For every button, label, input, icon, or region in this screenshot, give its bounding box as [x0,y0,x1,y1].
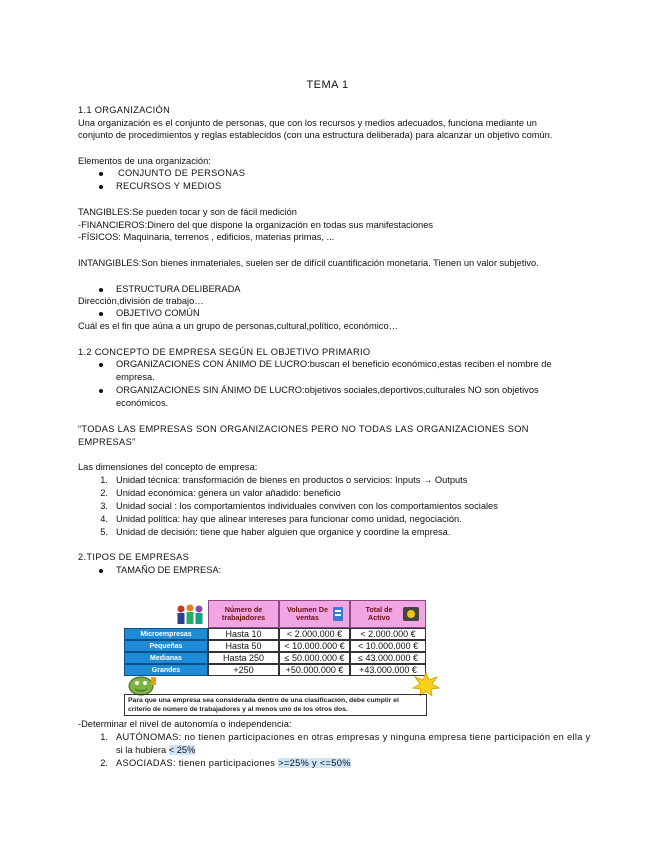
bullet-icon [99,288,103,292]
list-item-continuation: empresa. [116,372,155,382]
list-number: 5. [100,527,108,537]
list-item: ORGANIZACIONES SIN ÁNIMO DE LUCRO:objetivos sociales,deportivos,culturales NO son objetivos [116,385,539,395]
list-item: RECURSOS Y MEDIOS [116,181,222,191]
list-item: CONJUNTO DE PERSONAS [118,168,246,178]
list-item [116,757,351,769]
list-item: Unidad social : los comportamientos individuales conviven con los comportamientos sociales [116,501,498,511]
row-label-medium: Medianas [124,652,208,664]
bullet-icon [99,389,103,393]
list-number: 2. [100,488,108,498]
list-item: ESTRUCTURA DELIBERADA [116,284,241,294]
bullet-icon [99,172,103,176]
row-label-small: Pequeñas [124,640,208,652]
paragraph-line: Una organización es el conjunto de personas, que con los recursos y medios adecuados, funciona mediante un [78,118,537,128]
star-burst-icon [412,672,440,696]
safe-icon [402,605,420,623]
table-cell: Hasta 50 [208,640,279,652]
table-cell: ≤ 50.000.000 € [279,652,350,664]
list-item: AUTÓNOMAS: no tienen participaciones en otras empresas y ninguna empresa tiene participación en ella y [116,732,591,742]
quote-line: “TODAS LAS EMPRESAS SON ORGANIZACIONES PERO NO TODAS LAS ORGANIZACIONES SON [78,424,529,434]
intangibles-line: INTANGIBLES:Son bienes inmateriales, suelen ser de difícil cuantificación monetaria. Tienen un valor subjetivo. [78,258,539,268]
list-item-continuation [116,744,195,756]
list-number: 3. [100,501,108,511]
tangibles-line: TANGIBLES:Se pueden tocar y son de fácil medición [78,207,297,217]
header-sales [279,600,350,628]
row-label-micro: Microempresas [124,628,208,640]
page-title: TEMA 1 [306,79,349,91]
table-cell: +250 [208,664,279,676]
header-assets [350,600,426,628]
list-item: Unidad económica: genera un valor añadido: beneficio [116,488,341,498]
list-number: 4. [100,514,108,524]
bullet-icon [99,312,103,316]
autonomy-title: -Determinar el nivel de autonomía o independencia: [78,719,292,729]
fisicos-line: -FÍSICOS: Maquinaria, terrenos , edificios, materias primas, ... [78,232,335,242]
list-item: ORGANIZACIONES CON ÁNIMO DE LUCRO:buscan el beneficio económico,estas reciben el nombre de [116,359,552,369]
sales-icon [331,605,345,623]
list-item: OBJETIVO COMÚN [116,308,200,318]
table-cell: < 2.000.000 € [350,628,426,640]
table-cell: Hasta 250 [208,652,279,664]
table-cell: +50.000.000 € [279,664,350,676]
text-run: si la hubiera [116,745,167,755]
header-sales-label: Volumen De ventas [286,604,328,622]
list-item-continuation: económicos. [116,398,169,408]
header-workers: Número de trabajadores [208,600,279,628]
table-cell: < 2.000.000 € [279,628,350,640]
people-icon [174,603,206,627]
table-cell: ≤ 43.000.000 € [350,652,426,664]
section-heading-1-2: 1.2 CONCEPTO DE EMPRESA SEGÚN EL OBJETIVO PRIMARIO [78,347,371,357]
list-number: 1. [100,732,108,742]
list-item: TAMAÑO DE EMPRESA: [116,565,222,575]
paragraph-line: Dirección,división de trabajo… [78,296,204,306]
bullet-icon [99,569,103,573]
header-assets-label: Total de Activo [365,604,393,622]
list-item: Unidad política: hay que alinear intereses para funcionar como unidad, negociación. [116,514,462,524]
bullet-icon [99,363,103,367]
paragraph-line: conjunto de procedimientos y reglas establecidos (con una estructura deliberada) para alcanzar un objetivo común. [78,130,553,140]
table-note: Para que una empresa sea considerada dentro de una clasificación, debe cumplir el criterio de número de trabajadores y al menos uno de los otros dos. [124,694,427,716]
list-item: Unidad de decisión: tiene que haber alguien que organice y coordine la empresa. [116,527,451,537]
paragraph-line: Cuál es el fin que aúna a un grupo de personas,cultural,político, económico… [78,321,398,331]
list-number: 1. [100,475,108,485]
list-number: 2. [100,758,108,768]
highlight: < 25% [168,745,196,755]
dimensions-title: Las dimensiones del concepto de empresa: [78,462,258,472]
highlight: >=25% y <=50% [278,758,351,768]
section-heading-1-1: 1.1 ORGANIZACIÓN [78,105,171,115]
bullet-icon [99,185,103,189]
list-item: Unidad técnica: transformación de bienes en productos o servicios: Inputs → Outputs [116,475,468,485]
text-run: ASOCIADAS: tienen participaciones [116,758,276,768]
elements-title: Elementos de una organización: [78,156,211,166]
table-cell: < 10.000.000 € [279,640,350,652]
quote-line: EMPRESAS” [78,437,136,447]
table-cell: Hasta 10 [208,628,279,640]
row-label-large: Grandes [124,664,208,676]
financieros-line: -FINANCIEROS:Dinero del que dispone la organización en todas sus manifestaciones [78,220,434,230]
table-cell: < 10.000.000 € [350,640,426,652]
section-heading-2: 2.TIPOS DE EMPRESAS [78,552,190,562]
table-cell: +43.000.000 € [350,664,426,676]
